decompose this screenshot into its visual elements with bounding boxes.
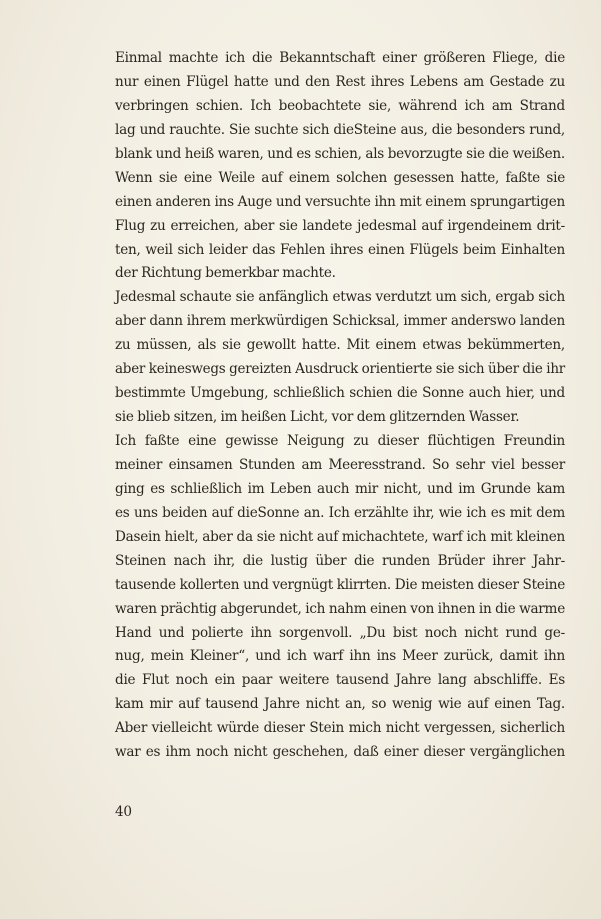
text-line: der Richtung bemerkbar machte. xyxy=(115,265,336,282)
text-line: ging es schließlich im Leben auch mir nicht, und im Grunde kam xyxy=(115,480,565,497)
text-line: bestimmte Umgebung, schließlich schien die Sonne auch hier, und xyxy=(115,385,565,402)
page-number: 40 xyxy=(115,804,132,820)
body-text xyxy=(115,47,565,765)
text-line: Jedesmal schaute sie anfänglich etwas verdutzt um sich, ergab sich xyxy=(115,289,565,306)
text-line: war es ihm noch nicht geschehen, daß einer dieser vergänglichen xyxy=(115,744,565,761)
text-line: tausende kollerten und vergnügt klirrten. Die meisten dieser Steine xyxy=(115,576,565,593)
text-line: Aber vielleicht würde dieser Stein mich nicht vergessen, sicherlich xyxy=(115,720,565,737)
text-line: Flug zu erreichen, aber sie landete jedesmal auf irgendeinem drit- xyxy=(115,217,565,234)
text-line: Wenn sie eine Weile auf einem solchen gesessen hatte, faßte sie xyxy=(115,169,565,186)
text-line: lag und rauchte. Sie suchte sich dieSteine aus, die besonders rund, xyxy=(115,121,565,138)
text-line: nur einen Flügel hatte und den Rest ihres Lebens am Gestade zu xyxy=(115,73,565,90)
text-line: es uns beiden auf dieSonne an. Ich erzählte ihr, wie ich es mit dem xyxy=(115,504,565,521)
text-line: aber dann ihrem merkwürdigen Schicksal, immer anderswo landen xyxy=(115,313,565,330)
text-line: meiner einsamen Stunden am Meeresstrand. So sehr viel besser xyxy=(115,456,565,473)
text-line: verbringen schien. Ich beobachtete sie, während ich am Strand xyxy=(115,97,565,114)
text-line: einen anderen ins Auge und versuchte ihn mit einem sprungartigen xyxy=(115,193,565,210)
text-line: die Flut noch ein paar weitere tausend Jahre lang abschliffe. Es xyxy=(115,672,565,689)
text-line: sie blieb sitzen, im heißen Licht, vor dem glitzernden Wasser. xyxy=(115,409,520,426)
text-line: aber keineswegs gereizten Ausdruck orientierte sie sich über die ihr xyxy=(115,361,565,378)
text-line: waren prächtig abgerundet, ich nahm einen von ihnen in die warme xyxy=(115,600,565,617)
text-line: ten, weil sich leider das Fehlen ihres einen Flügels beim Einhalten xyxy=(115,241,565,258)
text-line: Ich faßte eine gewisse Neigung zu dieser flüchtigen Freundin xyxy=(115,433,565,449)
text-line: kam mir auf tausend Jahre nicht an, so wenig wie auf einen Tag. xyxy=(115,696,565,713)
text-line: nug, mein Kleiner“, und ich warf ihn ins Meer zurück, damit ihn xyxy=(115,648,565,665)
text-line: Steinen nach ihr, die lustig über die runden Brüder ihrer Jahr- xyxy=(115,552,565,569)
text-line: Hand und polierte ihn sorgenvoll. „Du bist noch nicht rund ge- xyxy=(115,624,565,641)
text-line: zu müssen, als sie gewollt hatte. Mit einem etwas bekümmerten, xyxy=(115,337,565,354)
text-line: Einmal machte ich die Bekanntschaft einer größeren Fliege, die xyxy=(115,50,565,66)
text-line: blank und heiß waren, und es schien, als bevorzugte sie die weißen. xyxy=(115,145,565,162)
text-line: Dasein hielt, aber da sie nicht auf michachtete, warf ich mit kleinen xyxy=(115,528,565,545)
